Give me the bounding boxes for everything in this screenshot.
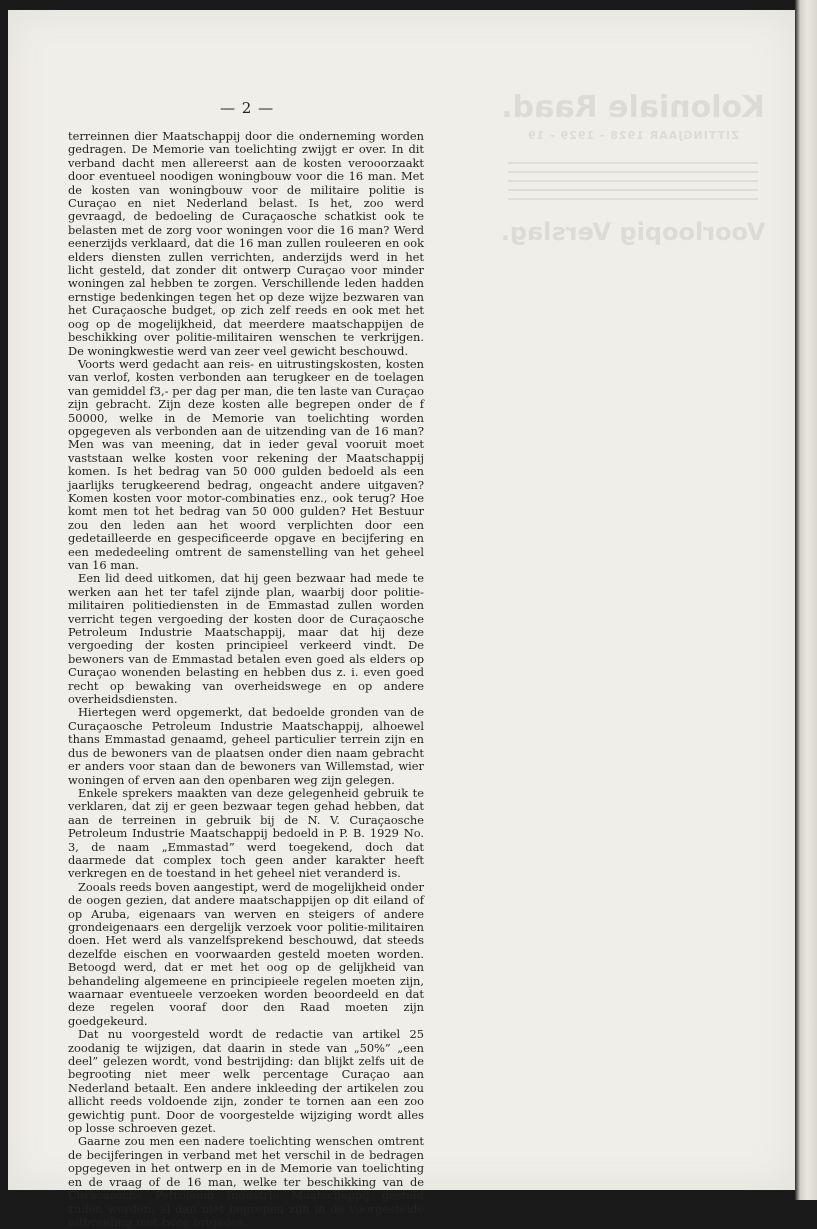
show-through-reverse-side [488, 90, 778, 246]
body-text [68, 130, 424, 1229]
paragraph: Een lid deed uitkomen, dat hij geen bezwaar had mede te werken aan het ter tafel zijnde plan, waarbij door politie-militairen politiediensten in de Emmastad zullen worden verricht tegen vergoeding der kosten door de Curaçaosche Petroleum Industrie Maatschappij, maar dat hij deze vergoeding der kosten principieel verkeerd vindt. De bewoners van de Emmastad betalen even goed als elders op Curaçao wonenden belasting en hebben dus z. i. even goed recht op bewaking van overheidswege en op andere overheidsdiensten. [68, 571, 424, 707]
paragraph: terreinnen dier Maatschappij door die onderneming worden gedragen. De Memorie van toelichting zwijgt er over. In dit verband dacht men allereerst aan de kosten verooorzaakt door eventueel noodigen woningbouw voor die 16 man. Met de kosten van woningbouw voor de militaire politie is Curaçao en niet Nederland belast. Is het, zoo werd gevraagd, de bedoeling de Curaçaosche schatkist ook te belasten met de zorg voor woningen voor die 16 man? Werd eenerzijds verklaard, dat die 16 man zullen rouleeren en ook elders diensten zullen verrichten, anderzijds werd in het licht gesteld, dat zonder dit ontwerp Curaçao voor minder woningen zal hebben te zorgen. Verschillende leden hadden ernstige bedenkingen tegen het op deze wijze bezwaren van het Curaçaosche budget, op zich zelf reeds en ook met het oog op de mogelijkheid, dat meerdere maatschappijen de beschikking over politie-militairen wenschen te verkrijgen. De woningkwestie werd van zeer veel gewicht beschouwd. [68, 129, 424, 358]
paragraph: Zooals reeds boven aangestipt, werd de mogelijkheid onder de oogen gezien, dat andere maatschappijen op dit eiland of op Aruba, eigenaars van werven en steigers of andere grondeigenaars een dergelijk verzoek voor politie-militairen doen. Het werd als vanzelfsprekend beschouwd, dat steeds dezelfde eischen en voorwaarden gesteld moeten worden. Betoogd werd, dat er met het oog op de gelijkheid van behandeling algemeene en principieele regelen moeten zijn, waarnaar eventueele verzoeken worden beoordeeld en dat deze regelen vooraf door den Raad moeten zijn goedgekeurd. [68, 879, 424, 1028]
document-page [8, 10, 795, 1229]
show-through-subtitle: ZITTINGJAAR 1928 - 1929 - 19 [526, 129, 740, 142]
show-through-heading: Voorloopig Verslag. [500, 218, 766, 246]
paragraph: Gaarne zou men een nadere toelichting wenschen omtrent de becijferingen in verband met het verschil in de bedragen opgegeven in het ontwerp en in de Memorie van toelichting en de vraag of de 16 man, welke ter beschikking van de Curaçaosche Petroleum Industrie Maatschappij gesteld zullen worden, al dan niet begrepen zijn in de voorgestelde uitbreiding met twee brigades. [68, 1134, 424, 1229]
page-number: — 2 — [220, 99, 275, 117]
paragraph: Dat nu voorgesteld wordt de redactie van artikel 25 zoodanig te wijzigen, dat daarin in stede van „50%” „een deel” gelezen wordt, vond bestrijding: dan blijkt zelfs uit de begrooting niet meer welk percentage Curaçao aan Nederland betaalt. Een andere inkleeding der artikelen zou allicht reeds voldoende zijn, zonder te tornen aan een zoo gewichtig punt. Door de voorgestelde wijziging wordt alles op losse schroeven gezet. [68, 1027, 424, 1136]
paragraph: Voorts werd gedacht aan reis- en uitrustingskosten, kosten van verlof, kosten verbonden aan terugkeer en de toelagen van gemiddel f3,- per dag per man, die ten laste van Curaçao zijn gebracht. Zijn deze kosten alle begrepen onder de f 50000, welke in de Memorie van toelichting worden opgegeven als verbonden aan de uitzending van de 16 man? Men was van meening, dat in ieder geval vooruit moet vaststaan welke kosten voor rekening der Maatschappij komen. Is het bedrag van 50 000 gulden bedoeld als een jaarlijks terugkeerend bedrag, ongeacht andere uitgaven? Komen kosten voor motor-combinaties enz., ook terug? Hoe komt men tot het bedrag van 50 000 gulden? Het Bestuur zou den leden aan het woord verplichten door een gedetailleerde en gespecificeerde opgave en becijfering en een mededeeling omtrent de samenstelling van het geheel van 16 man. [68, 356, 424, 572]
paragraph: Hiertegen werd opgemerkt, dat bedoelde gronden van de Curaçaosche Petroleum Industrie Maatschappij, alhoewel thans Emmastad genaamd, geheel particulier terrein zijn en dus de bewoners van de plaatsen onder dien naam gebracht er anders voor staan dan de bewoners van Willemstad, wier woningen of erven aan den openbaren weg zijn gelegen. [68, 705, 424, 787]
show-through-title: Koloniale Raad. [501, 90, 765, 125]
page-edge [795, 0, 817, 1200]
paragraph: Enkele sprekers maakten van deze gelegenheid gebruik te verklaren, dat zij er geen bezwaar tegen gehad hebben, dat aan de terreinen in gebruik bij de N. V. Curaçaosche Petroleum Industrie Maatschappij bedoeld in P. B. 1929 No. 3, de naam „Emmastad” werd toegekend, doch dat daarmede dat complex toch geen ander karakter heeft verkregen en de toestand in het geheel niet veranderd is. [68, 785, 424, 881]
show-through-text-lines [508, 162, 758, 200]
